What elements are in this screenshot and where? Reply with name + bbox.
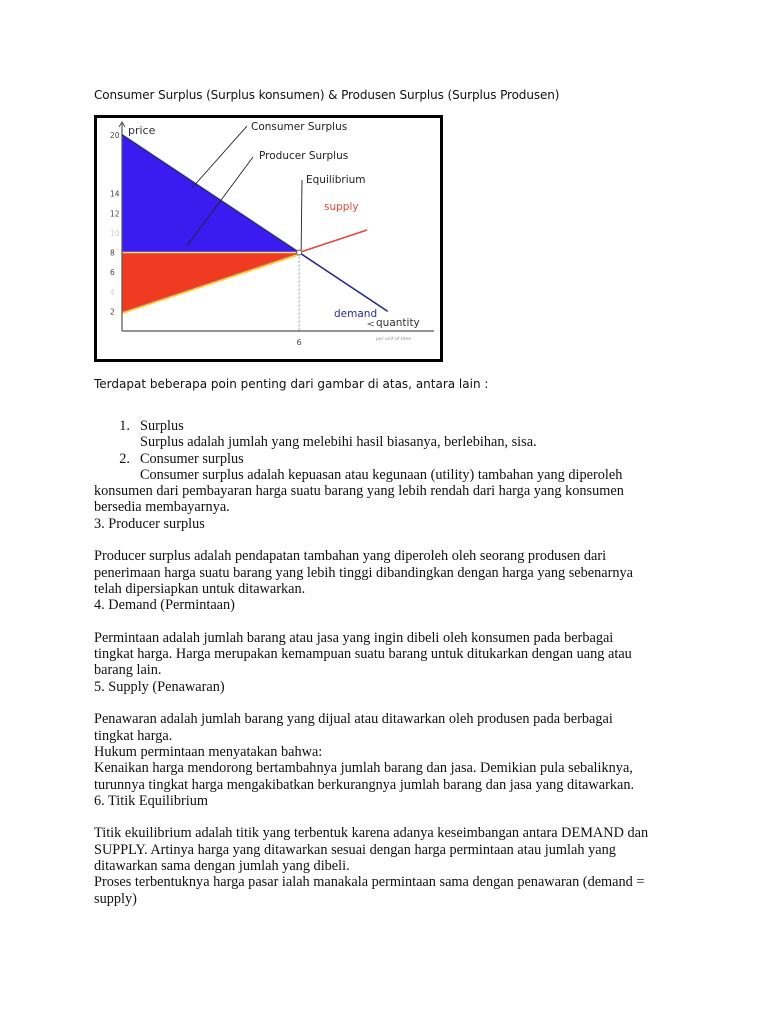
supply-text-line: Hukum permintaan menyatakan bahwa: <box>94 743 323 760</box>
document-title: Consumer Surplus (Surplus konsumen) & Produsen Surplus (Surplus Produsen) <box>94 88 560 102</box>
supply-text-line: tingkat harga. <box>94 727 173 744</box>
y-tick-label: 4 <box>110 287 115 297</box>
equilibrium-text-line: Titik ekuilibrium adalah titik yang terbentuk karena adanya keseimbangan antara DEMAND dan <box>94 825 649 842</box>
list-number: 2. <box>119 450 130 467</box>
y-tick-label: 12 <box>110 209 120 219</box>
x-axis-arrow <box>368 322 374 326</box>
y-tick-label: 10 <box>110 228 120 238</box>
x-axis-sublabel: per unit of time <box>376 337 411 342</box>
demand-text-line: Permintaan adalah jumlah barang atau jasa yang ingin dibeli oleh konsumen pada berbagai <box>94 629 614 646</box>
equilibrium-text-line: Proses terbentuknya harga pasar ialah manakala permintaan sama dengan penawaran (demand = <box>94 874 645 891</box>
surplus-chart-figure <box>94 115 443 362</box>
equilibrium-text-line: supply) <box>94 890 137 907</box>
supply-text-line: Kenaikan harga mendorong bertambahnya jumlah barang dan jasa. Demikian pula sebaliknya, <box>94 760 633 777</box>
producer-text-line: telah dipersiapkan untuk ditawarkan. <box>94 580 306 597</box>
body-text <box>94 418 684 907</box>
y-tick-label: 8 <box>110 248 115 258</box>
equilibrium-point <box>297 250 302 255</box>
list-item-surplus <box>94 418 684 434</box>
surplus-chart <box>97 118 440 359</box>
y-tick-label: 6 <box>110 268 115 278</box>
demand-text-line: tingkat harga. Harga merupakan kemampuan suatu barang untuk ditukarkan dengan uang atau <box>94 646 632 663</box>
x-tick-label: 6 <box>296 338 302 347</box>
list-number: 1. <box>119 418 130 434</box>
equilibrium-text-line: ditawarkan sama dengan jumlah yang dibeli. <box>94 858 350 875</box>
list-item-text: Surplus adalah jumlah yang melebihi hasil biasanya, berlebihan, sisa. <box>140 434 537 451</box>
producer-surplus-label: Producer Surplus <box>259 150 349 162</box>
y-tick-label: 14 <box>110 189 120 199</box>
equilibrium-label: Equilibrium <box>306 174 366 186</box>
supply-heading: 5. Supply (Penawaran) <box>94 678 225 695</box>
consumer-surplus-leader <box>192 126 247 188</box>
list-item-consumer-surplus <box>94 451 684 467</box>
consumer-text-line: bersedia membayarnya. <box>94 499 230 516</box>
equilibrium-heading: 6. Titik Equilibrium <box>94 792 209 809</box>
consumer-surplus-label: Consumer Surplus <box>251 121 348 133</box>
supply-text-line: turunnya tingkat harga mengakibatkan berkurangnya jumlah barang dan jasa yang ditawarkan. <box>94 776 635 793</box>
supply-text-line: Penawaran adalah jumlah barang yang dijual atau ditawarkan oleh produsen pada berbagai <box>94 711 613 728</box>
producer-heading: 3. Producer surplus <box>94 515 205 532</box>
equilibrium-leader <box>301 180 302 251</box>
consumer-text-line: konsumen dari pembayaran harga suatu barang yang lebih rendah dari harga yang konsumen <box>94 483 624 500</box>
intro-text: Terdapat beberapa poin penting dari gambar di atas, antara lain : <box>94 377 489 391</box>
producer-text-line: penerimaan harga suatu barang yang lebih tinggi dibandingkan dengan harga yang sebenarnya <box>94 564 633 581</box>
list-item-title: Surplus <box>140 418 184 434</box>
demand-text-line: barang lain. <box>94 662 162 679</box>
supply-label: supply <box>324 201 359 213</box>
x-axis-label: quantity <box>376 317 420 329</box>
list-item-title: Consumer surplus <box>140 450 244 467</box>
y-tick-label: 2 <box>110 307 115 317</box>
producer-text-line: Producer surplus adalah pendapatan tambahan yang diperoleh oleh seorang produsen dari <box>94 548 607 565</box>
equilibrium-text-line: SUPPLY. Artinya harga yang ditawarkan sesuai dengan harga permintaan atau jumlah yang <box>94 841 616 858</box>
demand-label: demand <box>334 308 378 320</box>
list-item-text: Consumer surplus adalah kepuasan atau kegunaan (utility) tambahan yang diperoleh <box>140 466 623 483</box>
y-tick-label: 20 <box>110 130 120 140</box>
demand-heading: 4. Demand (Permintaan) <box>94 597 235 614</box>
y-axis-label: price <box>128 124 156 137</box>
